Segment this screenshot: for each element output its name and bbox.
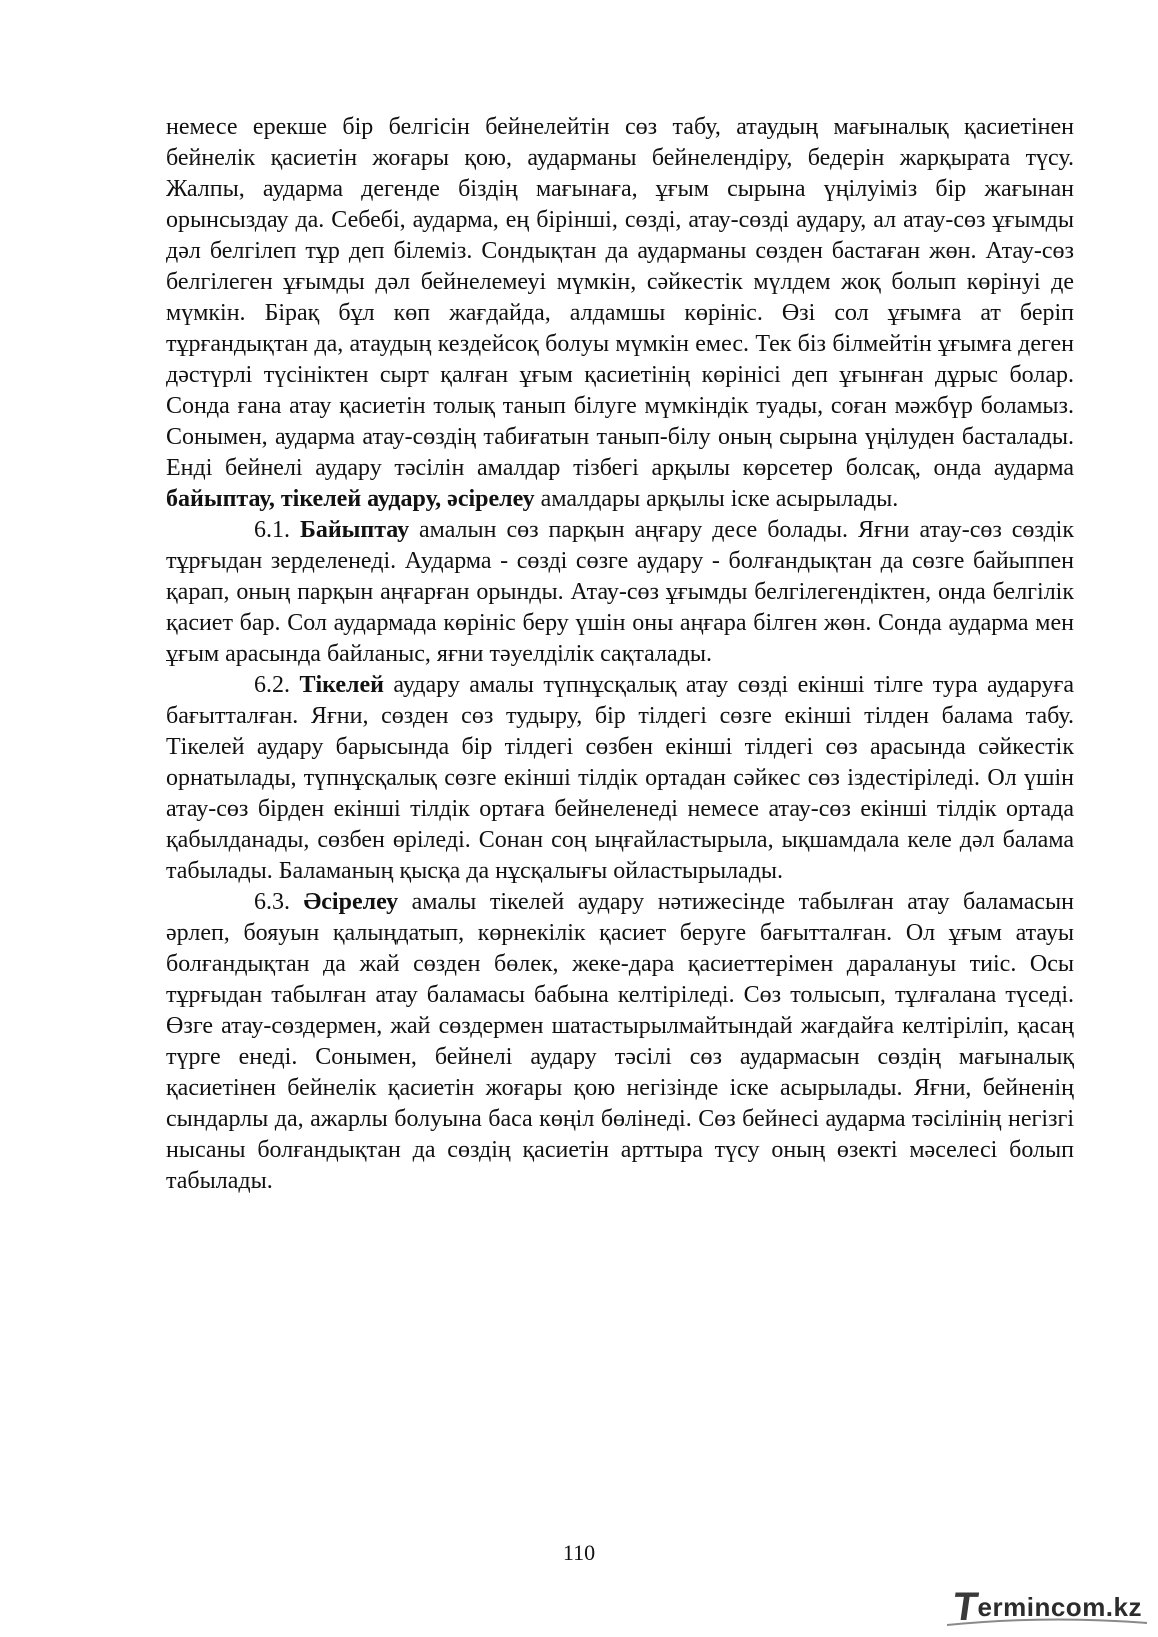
bold-terms: байыптау, тікелей аудару, әсірелеу	[166, 486, 535, 512]
paragraph-intro: немесе ерекше бір белгісін бейнелейтін сөз табу, атаудың мағыналық қасиетінен бейнелік қасиетін жоғары қою, аударманы бейнелендіру, бедерін жарқырата түсу. Жалпы, аударма дегенде біздің мағынаға, ұғым сырына үңілуіміз бір жағынан орынсыздау да. Себебі, аударма, ең бірінші, сөзді, атау-сөзді аудару, ал атау-сөз ұғымды дәл белгілеп тұр деп білеміз. Сондықтан да аударманы сөзден бастаған жөн. Атау-сөз белгілеген ұғымды дәл бейнелемеуі мүмкін, сәйкестік мүлдем жоқ болып көрінуі де мүмкін. Бірақ бұл көп жағдайда, алдамшы көрініс. Өзі сол ұғымға ат беріп тұрғандықтан да, атаудың кездейсоқ болуы мүмкін емес. Тек біз білмейтін ұғымға деген дәстүрлі түсініктен сырт қалған ұғым қасиетінің көрінісі деп ұғынған дұрыс болар. Сонда ғана атау қасиетін толық танып білуге мүмкіндік туады, соған мәжбүр боламыз. Сонымен, аударма атау-сөздің табиғатын танып-білу оның сырына үңілуден басталады. Енді бейнелі аудару тәсілін амалдар тізбегі арқылы көрсетер болсақ, онда аударма байыптау, тікелей аудару, әсірелеу амалдары арқылы іске асырылады.	[166, 114, 1074, 512]
page-number: 110	[562, 1540, 596, 1565]
paragraph-6-3: 6.3. Әсірелеу амалы тікелей аудару нәтижесінде табылған атау баламасын әрлеп, бояуын қалыңдатып, көрнекілік қасиет беруге бағытталған. Ол ұғым атауы болғандықтан да жай сөзден бөлек, жеке-дара қасиеттерімен даралануы тиіс. Осы тұрғыдан табылған атау баламасы бабына келтіріледі. Сөз толысып, тұлғалана түседі. Өзге атау-сөздермен, жай сөздермен шатастырылмайтындай жағдайға келтіріліп, қасаң түрге енеді. Сонымен, бейнелі аудару тәсілі сөз аудармасын сөздің мағыналық қасиетінен бейнелік қасиетін жоғары қою негізінде іске асырылады. Яғни, бейненің сындарлы да, ажарлы болуына баса көңіл бөлінеді. Сөз бейнесі аударма тәсілінің негізгі нысаны болғандықтан да сөздің қасиетін арттыра түсу оның өзекті мәселесі болып табылады.	[166, 889, 1075, 1194]
paragraph-6-1: 6.1. Байыптау амалын сөз парқын аңғару десе болады. Яғни атау-сөз сөздік тұрғыдан зерделенеді. Аударма - сөзді сөзге аудару - болғандықтан да сөзге байыппен қарап, оның парқын аңғарған орынды. Атау-сөз ұғымды белгілегендіктен, онда белгілік қасиет бар. Сол аудармада көрініс беру үшін оны аңғара білген жөн. Сонда аударма мен ұғым арасында байланыс, яғни тәуелділік сақталады.	[166, 517, 1075, 667]
body-text	[166, 112, 1074, 1197]
section-number: 6.2.	[254, 672, 300, 698]
section-number: 6.1.	[254, 517, 300, 543]
termincom-watermark-logo	[950, 1584, 1142, 1629]
section-term: Әсірелеу	[303, 889, 399, 915]
section-number: 6.3.	[254, 889, 304, 915]
swoosh-icon	[947, 1617, 1147, 1627]
section-term: Тікелей	[299, 672, 384, 698]
watermark-logo-text: ermincom.kz	[977, 1591, 1142, 1622]
paragraph-6-2: 6.2. Тікелей аудару амалы түпнұсқалық атау сөзді екінші тілге тура аударуға бағытталған. Яғни, сөзден сөз тудыру, бір тілдегі сөзге екінші тілден балама табу. Тікелей аудару барысында бір тілдегі сөзбен екінші тілдегі сөз арасында сәйкестік орнатылады, түпнұсқалық сөзге екінші тілдік ортадан сәйкес сөз іздестіріледі. Ол үшін атау-сөз бірден екінші тілдік ортаға бейнеленеді немесе атау-сөз екінші тілдік ортада қабылданады, сөзбен өріледі. Сонан соң ыңғайластырыла, ықшамдала келе дәл балама табылады. Баламаның қысқа да нұсқалығы ойластырылады.	[166, 672, 1074, 884]
watermark-logo-letter: T	[950, 1584, 979, 1629]
section-term: Байыптау	[299, 517, 410, 543]
